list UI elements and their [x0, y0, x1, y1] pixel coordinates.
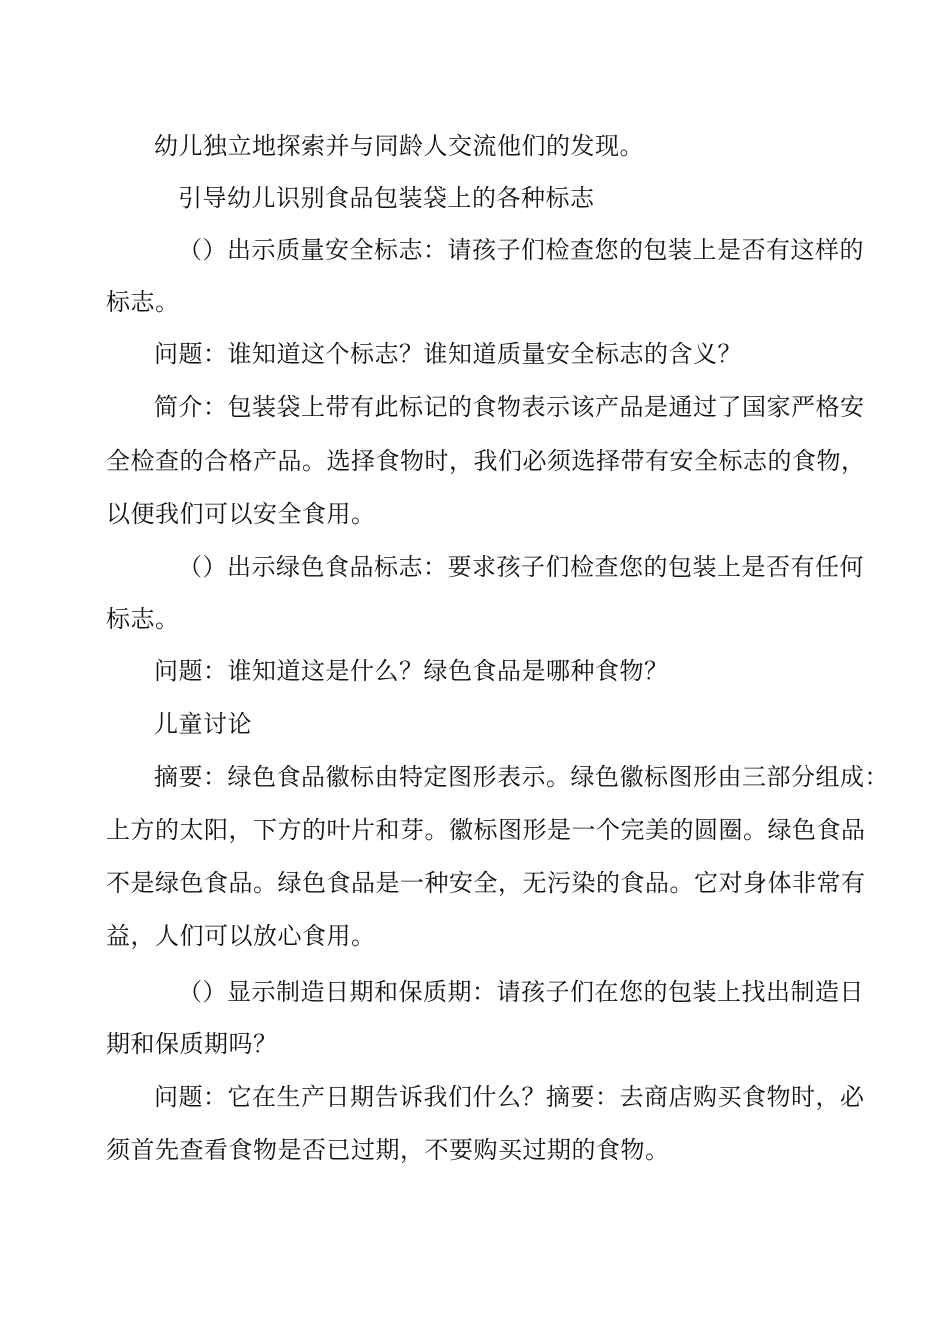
paragraph-line: 幼儿独立地探索并与同龄人交流他们的发现。: [154, 132, 644, 160]
paragraph-line: 以便我们可以安全食用。: [106, 500, 376, 528]
section-heading: 引导幼儿识别食品包装袋上的各种标志: [178, 184, 595, 212]
paragraph-line: （）出示质量安全标志：请孩子们检查您的包装上是否有这样的: [178, 236, 864, 264]
paragraph-line: 儿童讨论: [154, 710, 252, 738]
paragraph-line: 上方的太阳，下方的叶片和芽。徽标图形是一个完美的圆圈。绿色食品: [106, 816, 866, 844]
paragraph-line: 益，人们可以放心食用。: [106, 922, 376, 950]
paragraph-line: 须首先查看食物是否已过期，不要购买过期的食物。: [106, 1136, 670, 1164]
paragraph-line: （）出示绿色食品标志：要求孩子们检查您的包装上是否有任何: [178, 553, 864, 581]
paragraph-line: 标志。: [106, 605, 180, 633]
paragraph-line: 不是绿色食品。绿色食品是一种安全，无污染的食品。它对身体非常有: [106, 869, 866, 897]
paragraph-line: 全检查的合格产品。选择食物时，我们必须选择带有安全标志的食物，: [106, 447, 866, 475]
paragraph-line: 标志。: [106, 288, 180, 316]
paragraph-line: （）显示制造日期和保质期：请孩子们在您的包装上找出制造日: [178, 978, 864, 1006]
paragraph-line: 问题：谁知道这是什么？绿色食品是哪种食物？: [154, 657, 669, 685]
paragraph-line: 期和保质期吗？: [106, 1030, 278, 1058]
paragraph-line: 问题：谁知道这个标志？谁知道质量安全标志的含义？: [154, 340, 742, 368]
paragraph-line: 简介：包装袋上带有此标记的食物表示该产品是通过了国家严格安: [154, 393, 865, 421]
paragraph-line: 摘要：绿色食品徽标由特定图形表示。绿色徽标图形由三部分组成：: [154, 763, 889, 791]
paragraph-line: 问题：它在生产日期告诉我们什么？摘要：去商店购买食物时，必: [154, 1083, 865, 1111]
